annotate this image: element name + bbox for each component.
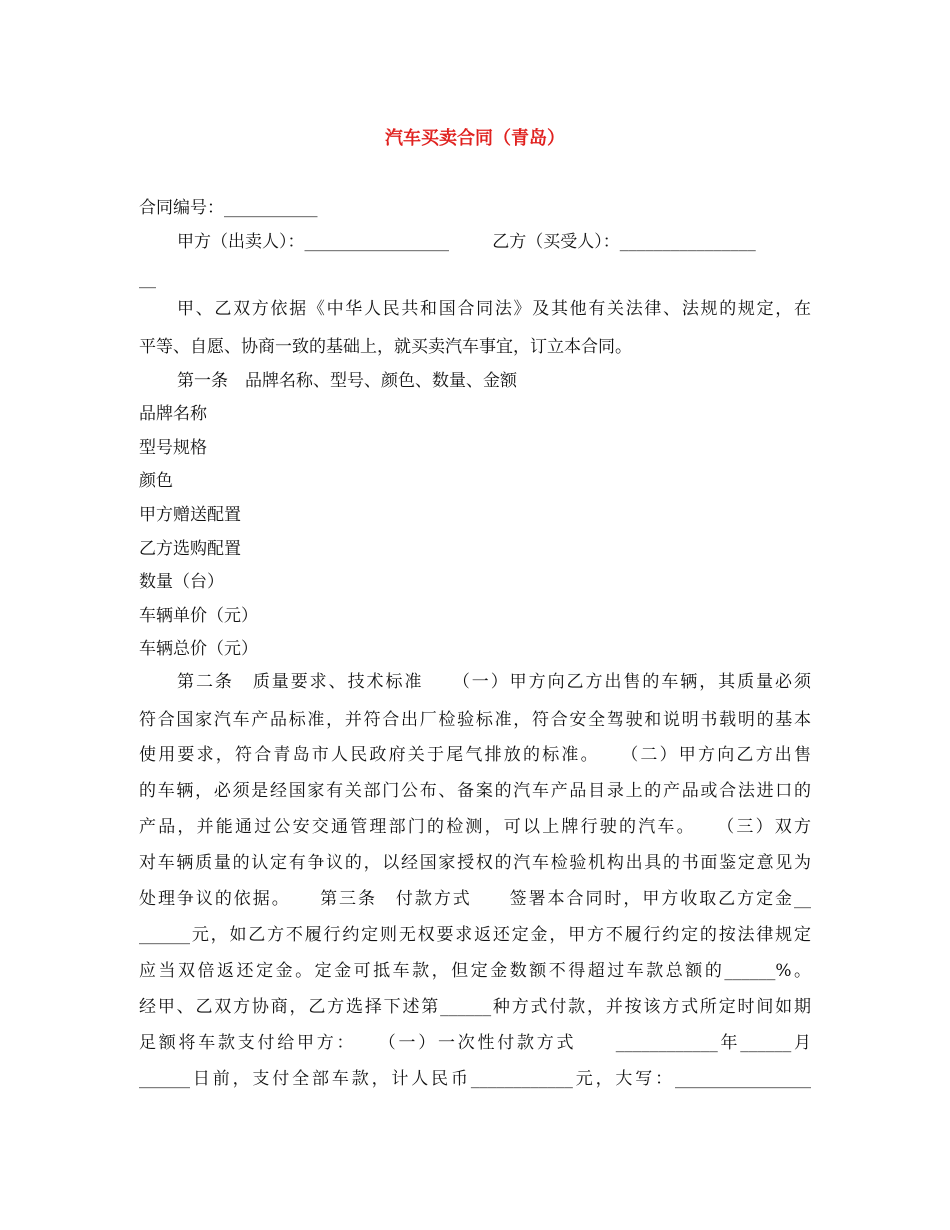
field-brand-name: 品牌名称: [139, 404, 207, 424]
field-color: 颜色: [139, 471, 173, 491]
article-3-line-1: 处理争议的依据。 第三条 付款方式 签署本合同时，甲方收取乙方定金__: [139, 889, 811, 909]
article-2-line-1: 第二条 质量要求、技术标准 （一）甲方向乙方出售的车辆，其质量必须: [177, 672, 811, 692]
parties-line-overflow: __: [139, 269, 156, 289]
article-3-line-4: 经甲、乙双方协商，乙方选择下述第______种方式付款，并按该方式所定时间如期: [139, 997, 811, 1017]
field-seller-gift-config: 甲方赠送配置: [139, 505, 241, 525]
article-1-heading: 第一条 品牌名称、型号、颜色、数量、金额: [177, 371, 517, 391]
article-2-line-6: 对车辆质量的认定有争议的，以经国家授权的汽车检验机构出具的书面鉴定意见为: [139, 853, 811, 873]
document-title: 汽车买卖合同（青岛）: [385, 128, 565, 149]
field-quantity: 数量（台）: [139, 572, 224, 592]
preamble-line-1: 甲、乙双方依据《中华人民共和国合同法》及其他有关法律、法规的规定，在: [177, 299, 811, 319]
parties-line: 甲方（出卖人）：_________________ 乙方（买受人）：________________: [177, 232, 756, 252]
field-model-spec: 型号规格: [139, 438, 207, 458]
article-2-line-5: 产品，并能通过公安交通管理部门的检测，可以上牌行驶的汽车。 （三）双方: [139, 817, 811, 837]
article-2-line-3: 使用要求，符合青岛市人民政府关于尾气排放的标准。 （二）甲方向乙方出售: [139, 745, 811, 765]
field-unit-price: 车辆单价（元）: [139, 606, 258, 626]
field-total-price: 车辆总价（元）: [139, 639, 258, 659]
preamble-line-2: 平等、自愿、协商一致的基础上，就买卖汽车事宜，订立本合同。: [139, 337, 632, 357]
article-2-line-2: 符合国家汽车产品标准，并符合出厂检验标准，符合安全驾驶和说明书载明的基本: [139, 710, 811, 730]
article-2-line-4: 的车辆，必须是经国家有关部门公布、备案的汽车产品目录上的产品或合法进口的: [139, 781, 811, 801]
article-3-line-3: 应当双倍返还定金。定金可抵车款，但定金数额不得超过车款总额的______%。: [139, 961, 811, 981]
article-3-line-5: 足额将车款支付给甲方： （一）一次性付款方式 ____________年______月: [139, 1033, 811, 1053]
contract-number-line: 合同编号：___________: [139, 198, 318, 218]
article-3-line-6: ______日前，支付全部车款，计人民币____________元，大写：________________: [139, 1069, 811, 1089]
field-buyer-option-config: 乙方选购配置: [139, 539, 241, 559]
article-3-line-2: ______元，如乙方不履行约定则无权要求返还定金，甲方不履行约定的按法律规定: [139, 925, 811, 945]
